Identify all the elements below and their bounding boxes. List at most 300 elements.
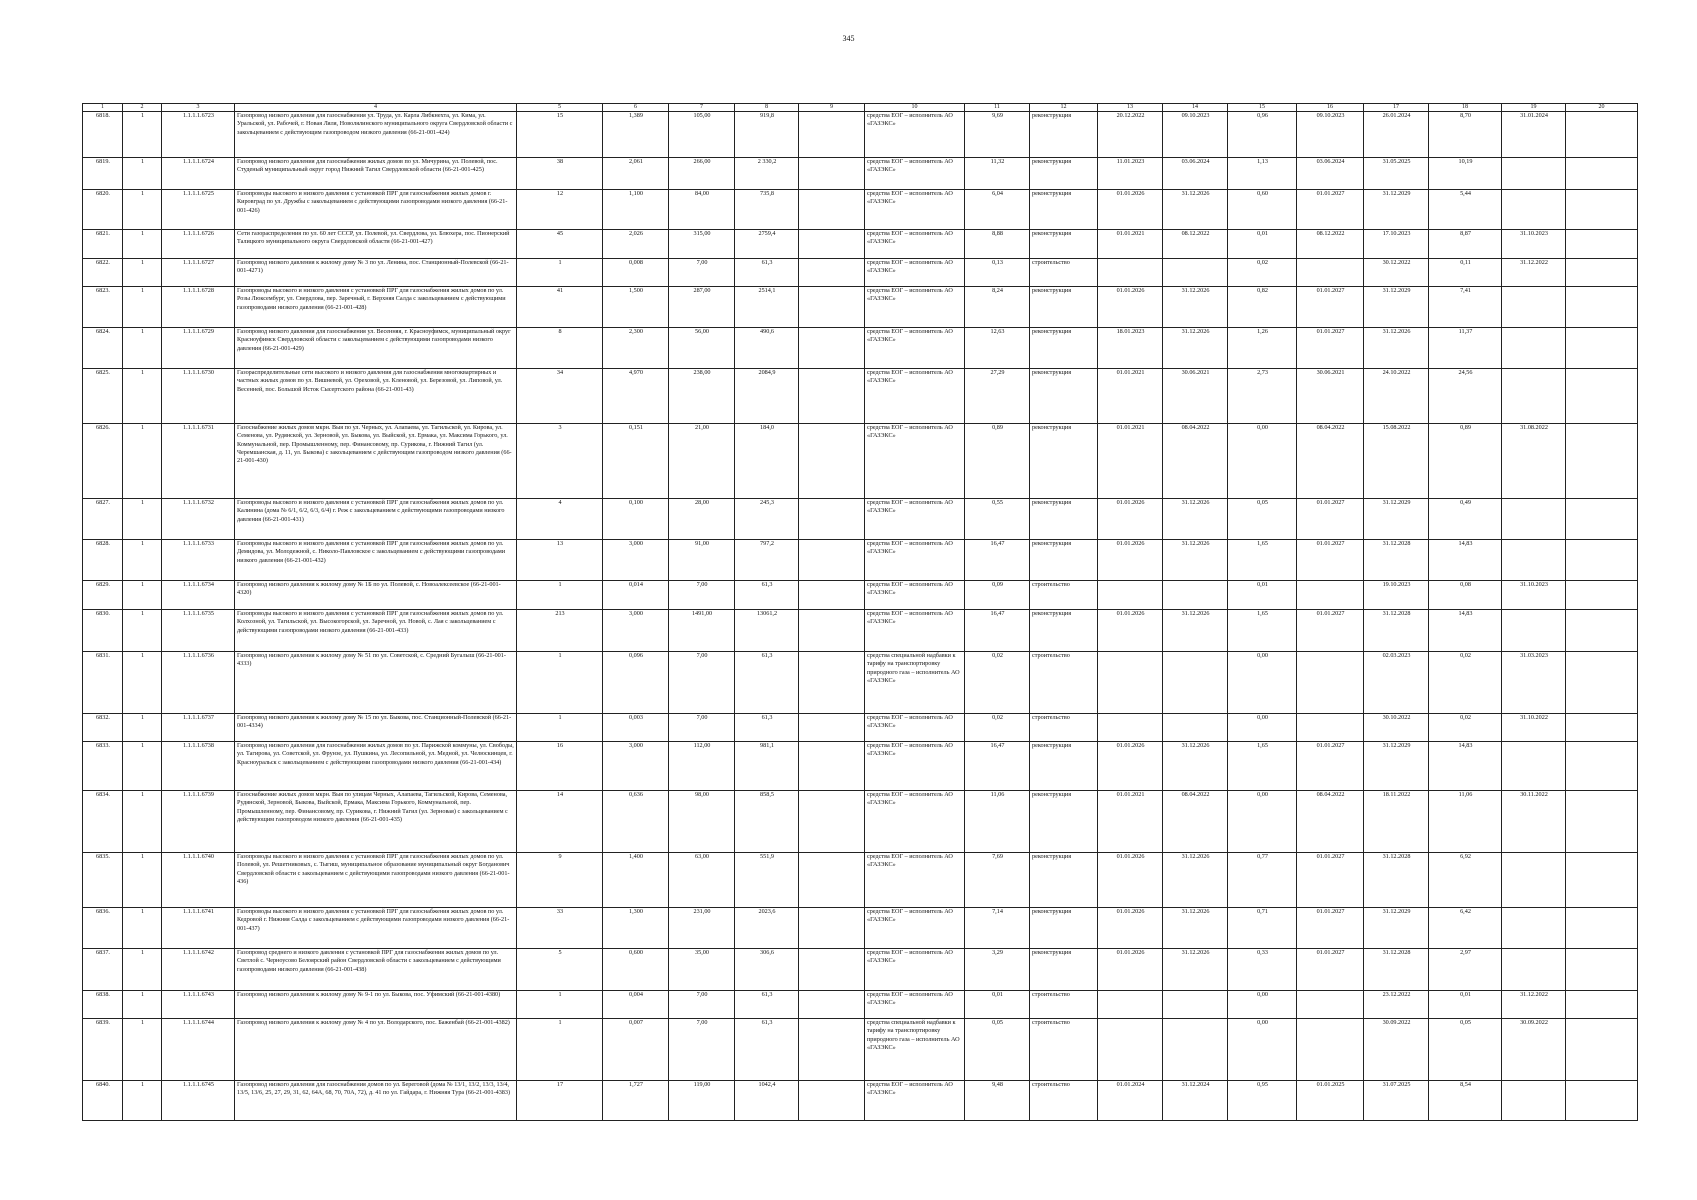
table-cell: 7,41 [1429,287,1502,328]
table-cell [1566,499,1638,540]
table-cell [1297,1019,1364,1081]
table-cell: 01.01.2026 [1098,499,1163,540]
table-cell: 61,3 [735,652,799,714]
table-cell: 30.09.2022 [1364,1019,1429,1081]
table-cell: Газопровод низкого давления к жилому дому № 51 по ул. Советской, с. Средний Бугалыш (66-21-001-4333) [235,652,517,714]
table-cell: 1.1.1.1.6742 [162,949,235,991]
table-cell [799,610,865,652]
table-cell: 31.12.2026 [1163,190,1228,230]
table-cell: 0,02 [965,652,1030,714]
table-cell [1566,610,1638,652]
table-cell: 16,47 [965,540,1030,581]
table-cell [799,230,865,259]
table-cell: 5,44 [1429,190,1502,230]
table-cell: 03.06.2024 [1297,158,1364,190]
table-cell: Газопроводы высокого и низкого давления с установкой ПРГ для газоснабжения жилых домов по ул. Колхозной, ул. Тагильской, ул. Высокогорской, ул. Заречной, ул. Новой, с. Лая с закольцеванием с действующими газопроводами низкого давления (66-21-001-433) [235,610,517,652]
table-cell [1502,949,1566,991]
table-cell: 1 [517,259,603,287]
table-cell: 1,727 [603,1081,669,1121]
table-cell: 61,3 [735,581,799,610]
table-cell: 1042,4 [735,1081,799,1121]
table-cell: 1 [123,908,162,949]
table-cell: Газопровод низкого давления к жилому дому № 15 по ул. Быкова, пос. Станционный-Полевской (66-21-001-4334) [235,714,517,742]
table-cell [1566,652,1638,714]
table-cell: 6823. [83,287,123,328]
table-cell: 1.1.1.1.6743 [162,991,235,1019]
column-header: 8 [735,104,799,112]
table-cell: 01.01.2026 [1098,190,1163,230]
table-cell: 31.12.2028 [1364,949,1429,991]
table-cell: строительство [1030,1019,1098,1081]
column-header: 2 [123,104,162,112]
table-cell [1098,581,1163,610]
table-cell [1297,581,1364,610]
column-header: 7 [669,104,735,112]
table-cell: 09.10.2023 [1163,112,1228,158]
table-cell: 16,47 [965,610,1030,652]
table-cell: 03.06.2024 [1163,158,1228,190]
table-cell: 01.01.2027 [1297,742,1364,791]
table-cell: 01.01.2026 [1098,742,1163,791]
table-cell: Газопровод низкого давления к жилому дому № 3 по ул. Ленина, пос. Станционный-Полевской (66-21-001-4271) [235,259,517,287]
table-row [83,742,1638,791]
table-cell: 11,37 [1429,328,1502,369]
table-cell: 1.1.1.1.6733 [162,540,235,581]
table-cell: 0,151 [603,424,669,499]
table-cell [1098,259,1163,287]
table-row [83,1081,1638,1121]
table-cell: 0,014 [603,581,669,610]
table-cell [799,328,865,369]
table-cell: Газоснабжение жилых домов мкрн. Выя по улицам Черных, Алапаева, Тагильской, Кирова, Семенова, Рудянской, Зерновой, Быкова, Выйской, Ермака, Максима Горького, Коммунальной, пер. Промышленному, пер. Финансовому, пр. Сурикова, г. Нижний Тагил (ул. Зерновая) с закольцеванием с действующим газопроводом низкого давления (66-21-001-435) [235,791,517,853]
table-cell: 735,8 [735,190,799,230]
table-cell: 13061,2 [735,610,799,652]
table-cell: 1 [123,158,162,190]
table-cell: 0,01 [1228,581,1297,610]
table-cell: 08.12.2022 [1297,230,1364,259]
table-cell: 31.12.2026 [1364,328,1429,369]
table-cell [1566,369,1638,424]
table-cell: 01.01.2025 [1297,1081,1364,1121]
table-cell: 24.10.2022 [1364,369,1429,424]
projects-table [82,103,1638,1121]
table-cell: реконструкция [1030,158,1098,190]
table-cell: 1.1.1.1.6727 [162,259,235,287]
table-cell: 1.1.1.1.6731 [162,424,235,499]
table-cell: 1,400 [603,853,669,908]
table-cell: 0,05 [1228,499,1297,540]
table-cell: 31.12.2026 [1163,908,1228,949]
table-cell [1502,742,1566,791]
column-header: 11 [965,104,1030,112]
table-cell: 6835. [83,853,123,908]
table-cell: 31.12.2024 [1163,1081,1228,1121]
table-cell [1163,714,1228,742]
table-cell: 1 [123,714,162,742]
table-cell: строительство [1030,1081,1098,1121]
table-cell [799,424,865,499]
table-cell: 14,83 [1429,742,1502,791]
table-cell: 24,56 [1429,369,1502,424]
table-cell: Газопроводы высокого и низкого давления с установкой ПРГ для газоснабжения жилых домов по ул. Калинина (дома № 6/1, 6/2, 6/3, 6/4) г. Реж с закольцеванием с действующими газопроводами низкого давления (66-21-001-431) [235,499,517,540]
table-cell: 21,00 [669,424,735,499]
table-cell: 26.01.2024 [1364,112,1429,158]
table-cell: 8,24 [965,287,1030,328]
table-cell: 1.1.1.1.6732 [162,499,235,540]
table-cell: 1 [517,652,603,714]
table-cell: 30.06.2021 [1297,369,1364,424]
table-cell: 17 [517,1081,603,1121]
table-row [83,652,1638,714]
table-cell: 6831. [83,652,123,714]
table-cell: 1.1.1.1.6744 [162,1019,235,1081]
table-cell: 14 [517,791,603,853]
column-header: 3 [162,104,235,112]
table-cell: средства ЕОГ – исполнитель АО «ГАЗЭКС» [865,949,965,991]
table-cell [1502,853,1566,908]
table-cell: 11,32 [965,158,1030,190]
table-cell [1163,652,1228,714]
table-cell: 27,29 [965,369,1030,424]
table-cell: средства ЕОГ – исполнитель АО «ГАЗЭКС» [865,791,965,853]
table-cell: 01.01.2021 [1098,424,1163,499]
column-header: 9 [799,104,865,112]
table-cell: 61,3 [735,1019,799,1081]
table-cell: 0,60 [1228,190,1297,230]
table-cell [1502,908,1566,949]
table-cell: 1 [123,791,162,853]
header-row [83,104,1638,112]
table-cell: 31.12.2029 [1364,499,1429,540]
table-cell: Газопроводы высокого и низкого давления с установкой ПРГ для газоснабжения жилых домов по ул. Розы Люксембург, ул. Свердлова, пер. Заречный, г. Верхняя Салда с закольцеванием с действующими газопроводами низкого давления (66-21-001-428) [235,287,517,328]
table-cell: реконструкция [1030,949,1098,991]
table-cell [1502,328,1566,369]
table-cell: 6839. [83,1019,123,1081]
table-cell: 01.01.2027 [1297,287,1364,328]
table-cell: 0,33 [1228,949,1297,991]
table-cell: 1 [123,1081,162,1121]
table-cell: Газоснабжение жилых домов мкрн. Выя по ул. Черных, ул. Алапаева, ул. Тагильской, ул. Кирова, ул. Семенова, ул. Рудянской, ул. Зерновой, ул. Быкова, ул. Выйской, ул. Ермака, ул. Максима Горького, ул. Коммунальной, пер. Промышленному, пер. Финансовому, пр. Сурикова, г. Нижний Тагил (ул. Черемшанская, д. 11, ул. Быкова) с закольцеванием с действующим газопроводом низкого давления (66-21-001-430) [235,424,517,499]
table-cell: 184,0 [735,424,799,499]
table-row [83,1019,1638,1081]
table-cell: 23.12.2022 [1364,991,1429,1019]
table-cell: 1.1.1.1.6734 [162,581,235,610]
table-cell: Газопровод низкого давления к жилому дому № 1Б по ул. Полевой, с. Новоалексеевское (66-21-001-4320) [235,581,517,610]
table-cell: 31.01.2024 [1502,112,1566,158]
table-cell [1566,112,1638,158]
table-cell: 0,00 [1228,991,1297,1019]
table-cell: 1 [123,287,162,328]
table-cell: Газопровод низкого давления для газоснабжения домов по ул. Береговой (дома № 13/1, 13/2, 13/3, 13/4, 13/5, 13/6, 25, 27, 29, 31, 62, 64А, 68, 70, 70А, 72), д. 41 по ул. Гайдара, г. Нижняя Тура (66-21-001-4383) [235,1081,517,1121]
table-cell: средства ЕОГ – исполнитель АО «ГАЗЭКС» [865,287,965,328]
table-cell: средства специальной надбавки к тарифу на транспортировку природного газа – исполнитель АО «ГАЗЭКС» [865,1019,965,1081]
table-cell: 9 [517,853,603,908]
table-cell [1566,158,1638,190]
table-cell [1566,714,1638,742]
table-row [83,791,1638,853]
table-cell: 1 [123,424,162,499]
table-cell: 2084,9 [735,369,799,424]
table-cell: 1 [123,112,162,158]
table-cell: 6833. [83,742,123,791]
table-cell: 0,008 [603,259,669,287]
table-cell: 1 [517,581,603,610]
table-row [83,112,1638,158]
table-cell: 0,02 [1228,259,1297,287]
table-cell: 13 [517,540,603,581]
table-cell: 31.12.2029 [1364,287,1429,328]
table-cell: 31.12.2026 [1163,610,1228,652]
table-cell: строительство [1030,259,1098,287]
table-row [83,230,1638,259]
table-cell: 20.12.2022 [1098,112,1163,158]
table-cell: 1.1.1.1.6735 [162,610,235,652]
table-cell: 1,26 [1228,328,1297,369]
table-cell: 9,69 [965,112,1030,158]
table-cell: 01.01.2027 [1297,328,1364,369]
table-cell: Газораспределительные сети высокого и низкого давления для газоснабжения многоквартирных и частных жилых домов по ул. Вишневой, ул. Ореховой, ул. Кленовой, ул. Березовой, ул. Липовой, ул. Весенней, пос. Большой Исток Сысертского района (66-21-001-43) [235,369,517,424]
table-cell: 5 [517,949,603,991]
table-cell: 0,09 [965,581,1030,610]
table-cell: 16,47 [965,742,1030,791]
table-cell: 3,000 [603,540,669,581]
table-cell: 6827. [83,499,123,540]
table-cell: 0,00 [1228,714,1297,742]
table-cell: средства ЕОГ – исполнитель АО «ГАЗЭКС» [865,190,965,230]
table-cell [799,540,865,581]
table-cell: реконструкция [1030,230,1098,259]
table-cell: 17.10.2023 [1364,230,1429,259]
table-cell [1163,259,1228,287]
table-cell: 31.12.2026 [1163,540,1228,581]
table-cell: 1,65 [1228,540,1297,581]
table-cell: 08.04.2022 [1297,791,1364,853]
table-cell: 98,00 [669,791,735,853]
table-cell: 0,08 [1429,581,1502,610]
table-cell [1566,581,1638,610]
table-cell: 84,00 [669,190,735,230]
table-cell: 0,02 [965,714,1030,742]
table-row [83,853,1638,908]
table-cell [1502,499,1566,540]
table-cell [1098,652,1163,714]
table-cell [1163,991,1228,1019]
table-cell [799,853,865,908]
table-cell: средства ЕОГ – исполнитель АО «ГАЗЭКС» [865,158,965,190]
table-cell: 01.01.2021 [1098,230,1163,259]
table-cell: 28,00 [669,499,735,540]
table-cell: 981,1 [735,742,799,791]
table-cell: 02.03.2023 [1364,652,1429,714]
table-cell: 287,00 [669,287,735,328]
column-header: 18 [1429,104,1502,112]
table-cell: 18.01.2023 [1098,328,1163,369]
table-cell: 1 [123,369,162,424]
table-cell: 2,026 [603,230,669,259]
table-cell: 1,13 [1228,158,1297,190]
table-cell: 08.04.2022 [1163,791,1228,853]
table-cell: 1 [123,949,162,991]
table-row [83,540,1638,581]
table-cell: 0,02 [1429,714,1502,742]
table-cell: 30.12.2022 [1364,259,1429,287]
table-cell: 09.10.2023 [1297,112,1364,158]
column-header: 4 [235,104,517,112]
table-cell: 15 [517,112,603,158]
table-cell [1566,791,1638,853]
table-cell: 0,00 [1228,791,1297,853]
table-cell: 0,89 [1429,424,1502,499]
table-cell [799,190,865,230]
table-cell: 238,00 [669,369,735,424]
table-cell: 797,2 [735,540,799,581]
table-cell: 551,9 [735,853,799,908]
table-cell [799,112,865,158]
table-cell [1566,540,1638,581]
table-cell: 6828. [83,540,123,581]
table-cell [799,1019,865,1081]
table-cell: 30.06.2021 [1163,369,1228,424]
table-cell: Газопровод низкого давления к жилому дому № 4 по ул. Володарского, пос. Баженбай (66-21-001-4382) [235,1019,517,1081]
table-cell: 0,82 [1228,287,1297,328]
table-cell [1502,610,1566,652]
table-cell: 91,00 [669,540,735,581]
table-cell: реконструкция [1030,424,1098,499]
table-cell: 1491,00 [669,610,735,652]
table-cell: 0,01 [965,991,1030,1019]
table-cell: 01.01.2027 [1297,499,1364,540]
table-cell: 1.1.1.1.6736 [162,652,235,714]
page-number: 345 [842,34,855,43]
table-cell: 1 [123,581,162,610]
table-cell: 1.1.1.1.6741 [162,908,235,949]
table-cell: 14,83 [1429,540,1502,581]
table-cell: 6824. [83,328,123,369]
table-cell: 2514,1 [735,287,799,328]
table-cell: 31.10.2023 [1502,230,1566,259]
table-cell: 6,04 [965,190,1030,230]
table-cell: 105,00 [669,112,735,158]
table-cell: 1.1.1.1.6730 [162,369,235,424]
table-cell: средства ЕОГ – исполнитель АО «ГАЗЭКС» [865,540,965,581]
table-row [83,908,1638,949]
table-cell: 61,3 [735,991,799,1019]
table-cell [799,1081,865,1121]
column-header: 19 [1502,104,1566,112]
table-cell: 01.01.2026 [1098,908,1163,949]
column-header: 5 [517,104,603,112]
table-cell: 01.01.2027 [1297,853,1364,908]
table-cell: 1,500 [603,287,669,328]
table-cell: 8,87 [1429,230,1502,259]
table-cell: 6837. [83,949,123,991]
table-cell: средства ЕОГ – исполнитель АО «ГАЗЭКС» [865,1081,965,1121]
table-cell: Сети газораспределения по ул. 60 лет СССР, ул. Полевой, ул. Свердлова, ул. Блюхера, пос. Пионерский Талицкого муниципального округа Свердловской области (66-21-001-427) [235,230,517,259]
table-cell: строительство [1030,991,1098,1019]
table-cell: 0,95 [1228,1081,1297,1121]
table-cell [799,581,865,610]
column-header: 15 [1228,104,1297,112]
table-cell: 306,6 [735,949,799,991]
table-cell: 2,73 [1228,369,1297,424]
table-cell: 61,3 [735,714,799,742]
table-cell: 31.12.2026 [1163,287,1228,328]
table-cell: 30.10.2022 [1364,714,1429,742]
table-cell: 6825. [83,369,123,424]
table-cell: 8,88 [965,230,1030,259]
table-cell: 0,13 [965,259,1030,287]
table-row [83,714,1638,742]
table-cell: 2,061 [603,158,669,190]
table-cell: 0,02 [1429,652,1502,714]
table-cell: 0,01 [1228,230,1297,259]
table-cell [799,791,865,853]
table-cell: 3,000 [603,610,669,652]
column-header: 14 [1163,104,1228,112]
table-cell: реконструкция [1030,328,1098,369]
table-cell: 01.01.2026 [1098,949,1163,991]
table-cell: 7,69 [965,853,1030,908]
table-cell: 1,65 [1228,742,1297,791]
table-cell: Газопроводы высокого и низкого давления с установкой ПРГ для газоснабжения жилых домов по ул. Полевой, ул. Решетниковых, с. Тыгиш, муниципальное образование муниципальный округ Богданович Свердловской области с закольцеванием с действующими газопроводами низкого давления (66-21-001-436) [235,853,517,908]
table-cell: 10,19 [1429,158,1502,190]
table-row [83,991,1638,1019]
table-row [83,499,1638,540]
table-cell: реконструкция [1030,287,1098,328]
table-cell: 31.12.2026 [1163,499,1228,540]
table-cell [1098,1019,1163,1081]
table-cell [799,991,865,1019]
table-cell: 2,300 [603,328,669,369]
table-cell: 6829. [83,581,123,610]
table-cell: 0,00 [1228,652,1297,714]
table-cell: средства ЕОГ – исполнитель АО «ГАЗЭКС» [865,424,965,499]
table-cell: 31.12.2026 [1163,328,1228,369]
table-cell: 1 [123,991,162,1019]
table-cell: 31.05.2025 [1364,158,1429,190]
table-cell: средства ЕОГ – исполнитель АО «ГАЗЭКС» [865,714,965,742]
table-cell: 1,300 [603,908,669,949]
table-cell: реконструкция [1030,499,1098,540]
table-cell: 34 [517,369,603,424]
table-cell: 0,00 [1228,424,1297,499]
table-cell: 31.08.2022 [1502,424,1566,499]
table-cell [1566,742,1638,791]
table-cell [1502,1081,1566,1121]
table-cell: 6822. [83,259,123,287]
table-cell: 6821. [83,230,123,259]
table-row [83,259,1638,287]
table-cell: 31.12.2029 [1364,908,1429,949]
table-cell: 112,00 [669,742,735,791]
table-cell: 1 [123,610,162,652]
table-cell: 0,05 [1429,1019,1502,1081]
table-cell: Газопровод низкого давления для газоснабжения ул. Труда, ул. Карла Либкнехта, ул. Кима, ул. Уральской, ул. Рабочей, г. Новая Ляля, Новолялинского муниципального округа Свердловской области с закольцеванием с действующим газопроводом низкого давления (66-21-001-424) [235,112,517,158]
table-cell: 1,100 [603,190,669,230]
table-cell: 2759,4 [735,230,799,259]
table-cell [1566,424,1638,499]
table-cell [799,499,865,540]
table-cell [1566,259,1638,287]
table-cell: 01.01.2026 [1098,540,1163,581]
table-cell: 01.01.2027 [1297,908,1364,949]
table-cell: реконструкция [1030,610,1098,652]
table-cell: средства ЕОГ – исполнитель АО «ГАЗЭКС» [865,328,965,369]
table-cell [1502,369,1566,424]
table-cell: 1 [123,230,162,259]
table-cell: 3 [517,424,603,499]
column-header: 17 [1364,104,1429,112]
